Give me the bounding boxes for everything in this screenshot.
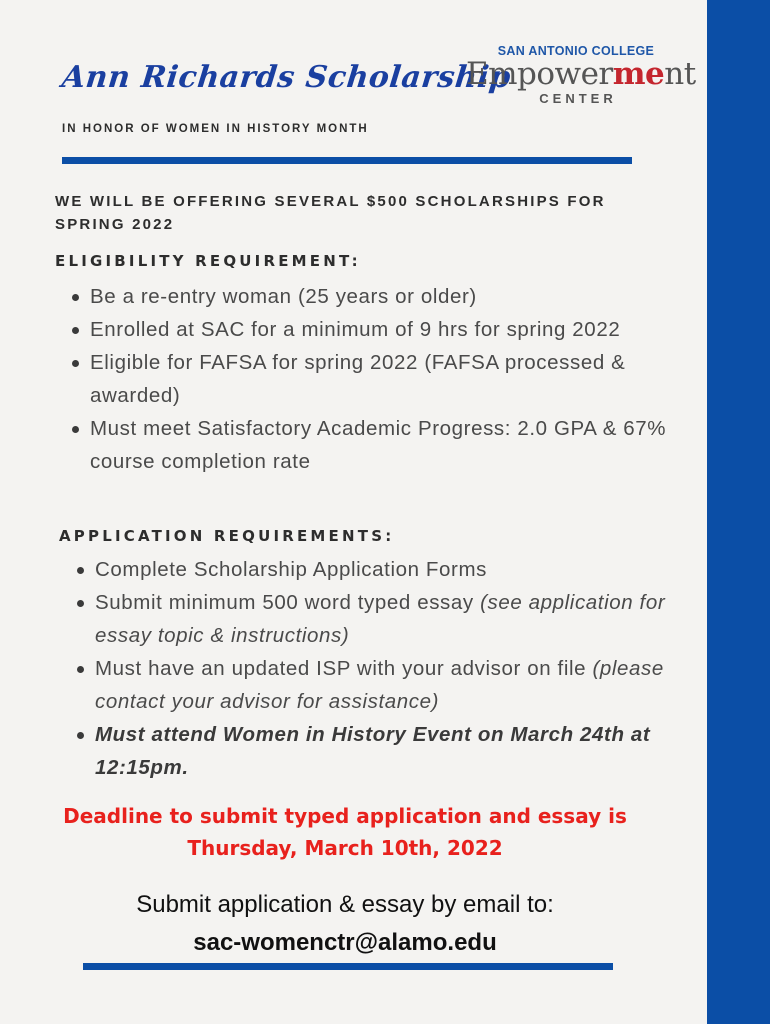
logo-wordmark: Empowerment [466, 56, 696, 92]
list-item: Submit minimum 500 word typed essay (see application for essay topic & instructions) [73, 586, 683, 652]
bullet-icon [77, 600, 84, 607]
bullet-icon [77, 666, 84, 673]
application-list [73, 553, 683, 784]
eligibility-list [68, 280, 668, 478]
logo-college-name: SAN ANTONIO COLLEGE [497, 44, 655, 58]
bullet-icon [72, 360, 79, 367]
bottom-divider [83, 963, 613, 970]
bullet-icon [77, 567, 84, 574]
bullet-icon [72, 327, 79, 334]
list-item: Must meet Satisfactory Academic Progress: 2.0 GPA & 67% course completion rate [68, 412, 668, 478]
top-divider [62, 157, 632, 164]
list-item: Be a re-entry woman (25 years or older) [68, 280, 668, 313]
bullet-icon [72, 426, 79, 433]
empowerment-center-logo [466, 44, 696, 106]
offer-statement: WE WILL BE OFFERING SEVERAL $500 SCHOLARSHIPS FOR SPRING 2022 [55, 193, 606, 233]
list-item: Must attend Women in History Event on March 24th at 12:15pm. [73, 718, 683, 784]
list-item: Complete Scholarship Application Forms [73, 553, 683, 586]
eligibility-heading: ELIGIBILITY REQUIREMENT: [55, 252, 361, 270]
deadline-notice: Deadline to submit typed application and essay is Thursday, March 10th, 2022 [63, 804, 627, 860]
list-item: Eligible for FAFSA for spring 2022 (FAFSA processed & awarded) [68, 346, 668, 412]
application-heading: APPLICATION REQUIREMENTS: [59, 527, 395, 545]
list-item: Must have an updated ISP with your advisor on file (please contact your advisor for assistance) [73, 652, 683, 718]
submit-instructions [60, 886, 630, 962]
logo-center-label: CENTER [539, 91, 617, 106]
submit-text: Submit application & essay by email to: [136, 891, 554, 918]
email-link[interactable]: sac-womenctr@alamo.edu [193, 929, 497, 956]
subtitle: IN HONOR OF WOMEN IN HISTORY MONTH [62, 123, 369, 135]
list-item: Enrolled at SAC for a minimum of 9 hrs for spring 2022 [68, 313, 668, 346]
bullet-icon [72, 294, 79, 301]
bullet-icon [77, 732, 84, 739]
scholarship-title: Ann Richards Scholarship [60, 60, 513, 95]
side-accent-bar [707, 0, 770, 1024]
